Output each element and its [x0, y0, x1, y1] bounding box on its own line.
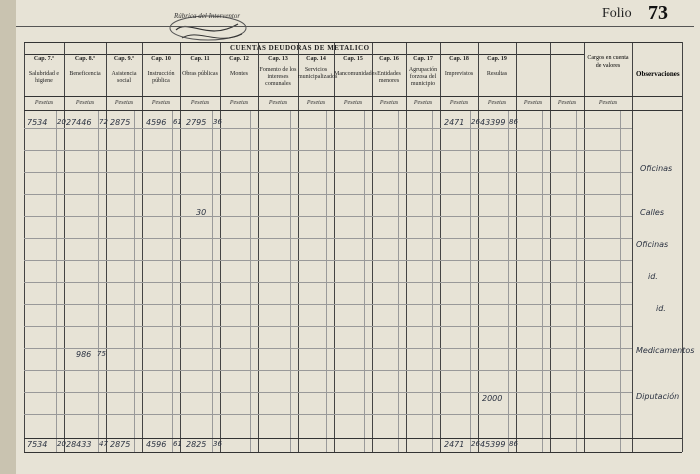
cargos-header: Cargos en cuenta de valores — [587, 55, 629, 69]
row-rule — [24, 150, 632, 151]
top-rule — [16, 26, 694, 27]
entry-amount: 27446 — [66, 118, 92, 127]
unit-label: Pesetas — [114, 100, 134, 106]
unit-label: Pesetas — [229, 100, 249, 106]
col-header-cap13: Cap. 13 Fomento de los intereses comunales — [259, 56, 297, 87]
entry-amount: 30 — [196, 208, 207, 217]
cents-divider — [212, 110, 213, 452]
table-bottom-rule — [24, 452, 682, 453]
header-rule — [24, 96, 682, 97]
entry-amount: 2875 — [110, 118, 131, 127]
col-header-cap15: Cap. 15 Mancomunidades — [334, 56, 377, 77]
entry-amount: 2795 — [186, 118, 207, 127]
total-cents: 61 — [173, 440, 182, 448]
cents-divider — [172, 110, 173, 452]
col-header-cap19: Cap. 19 Resultas — [486, 56, 508, 77]
unit-label: Pesetas — [557, 100, 577, 106]
unit-label: Pesetas — [449, 100, 469, 106]
folio-label: Folio — [602, 6, 632, 21]
row-rule — [24, 194, 632, 195]
entry-cents: 86 — [509, 118, 518, 126]
col-header-cap14: Cap. 14 Servicios municipalizados — [298, 56, 338, 80]
unit-label: Pesetas — [34, 100, 54, 106]
entry-amount: 4596 — [146, 118, 167, 127]
row-rule — [24, 414, 632, 415]
total-cents: 26 — [471, 440, 480, 448]
observation-entry: Oficinas — [640, 164, 673, 173]
total-cents: 86 — [509, 440, 518, 448]
col-header-cap17: Cap. 17 Agrupación forzosa del municipio — [408, 56, 438, 87]
cents-divider — [98, 110, 99, 452]
entry-amount: 2000 — [482, 394, 503, 403]
row-rule — [24, 392, 632, 393]
entry-cents: 72 — [99, 118, 108, 126]
table-top-rule — [24, 42, 682, 43]
stamp-label: Rúbrica del Interventor — [174, 12, 241, 20]
cents-divider — [364, 110, 365, 452]
unit-label: Pesetas — [413, 100, 433, 106]
col-header-cap10: Cap. 10 Instrucción pública — [147, 56, 175, 84]
cents-divider — [290, 110, 291, 452]
observation-entry: Medicamentos — [636, 346, 695, 355]
total-amount: 2875 — [110, 440, 131, 449]
total-cents: 47 — [99, 440, 108, 448]
binding-gutter — [0, 0, 16, 474]
unit-label: Pesetas — [268, 100, 288, 106]
unit-label: Pesetas — [523, 100, 543, 106]
col-header-cap18: Cap. 18 Imprevistos — [444, 56, 474, 77]
row-rule — [24, 370, 632, 371]
entry-cents: 75 — [97, 350, 106, 358]
row-rule — [24, 348, 632, 349]
row-rule — [24, 172, 632, 173]
total-amount: 4596 — [146, 440, 167, 449]
entry-cents: 26 — [471, 118, 480, 126]
observaciones-header: Observaciones — [636, 70, 680, 78]
entry-cents: 20 — [57, 118, 66, 126]
unit-label: Pesetas — [379, 100, 399, 106]
unit-label: Pesetas — [75, 100, 95, 106]
row-rule — [24, 282, 632, 283]
entry-cents: 36 — [213, 118, 222, 126]
row-rule — [24, 128, 632, 129]
folio-number: 73 — [648, 2, 668, 24]
total-cents: 36 — [213, 440, 222, 448]
unit-label: Pesetas — [306, 100, 326, 106]
col-header-cap12: Cap. 12 Montes — [229, 56, 249, 77]
col-header-cap7: Cap. 7.º Salubridad e higiene — [28, 56, 60, 84]
observation-entry: id. — [648, 272, 658, 281]
unit-label: Pesetas — [487, 100, 507, 106]
total-amount: 7534 — [27, 440, 48, 449]
total-amount: 45399 — [480, 440, 506, 449]
unit-rule — [24, 110, 682, 111]
total-rule — [24, 438, 682, 439]
entry-amount: 7534 — [27, 118, 48, 127]
col-header-cap8: Cap. 8.º Beneficencia — [69, 56, 101, 77]
cents-divider — [250, 110, 251, 452]
col-header-cap11: Cap. 11 Obras públicas — [182, 56, 218, 77]
row-rule — [24, 238, 632, 239]
total-cents: 20 — [57, 440, 66, 448]
entry-amount: 2471 — [444, 118, 465, 127]
total-amount: 2825 — [186, 440, 207, 449]
cents-divider — [326, 110, 327, 452]
row-rule — [24, 260, 632, 261]
col-header-cap16: Cap. 16 Entidades menores — [377, 56, 401, 84]
cents-divider — [398, 110, 399, 452]
unit-label: Pesetas — [343, 100, 363, 106]
cents-divider — [432, 110, 433, 452]
group-title: CUENTAS DEUDORAS DE METALICO — [230, 44, 370, 52]
cents-divider — [620, 110, 621, 452]
unit-label: Pesetas — [190, 100, 210, 106]
row-rule — [24, 216, 632, 217]
cents-divider — [576, 110, 577, 452]
unit-label: Pesetas — [598, 100, 618, 106]
row-rule — [24, 326, 632, 327]
unit-label: Pesetas — [151, 100, 171, 106]
observation-entry: Diputación — [636, 392, 680, 401]
observation-entry: Oficinas — [636, 240, 669, 249]
cents-divider — [134, 110, 135, 452]
entry-cents: 61 — [173, 118, 182, 126]
cents-divider — [508, 110, 509, 452]
cents-divider — [56, 110, 57, 452]
col-border — [682, 42, 683, 452]
row-rule — [24, 304, 632, 305]
cents-divider — [542, 110, 543, 452]
total-amount: 2471 — [444, 440, 465, 449]
observation-entry: id. — [656, 304, 666, 313]
col-border — [632, 42, 633, 452]
cents-divider — [470, 110, 471, 452]
entry-amount: 986 — [76, 350, 92, 359]
total-amount: 28433 — [66, 440, 92, 449]
group-rule — [24, 54, 584, 55]
entry-amount: 43399 — [480, 118, 506, 127]
observation-entry: Calles — [640, 208, 665, 217]
col-header-cap9: Cap. 9.º Asistencia social — [111, 56, 137, 84]
